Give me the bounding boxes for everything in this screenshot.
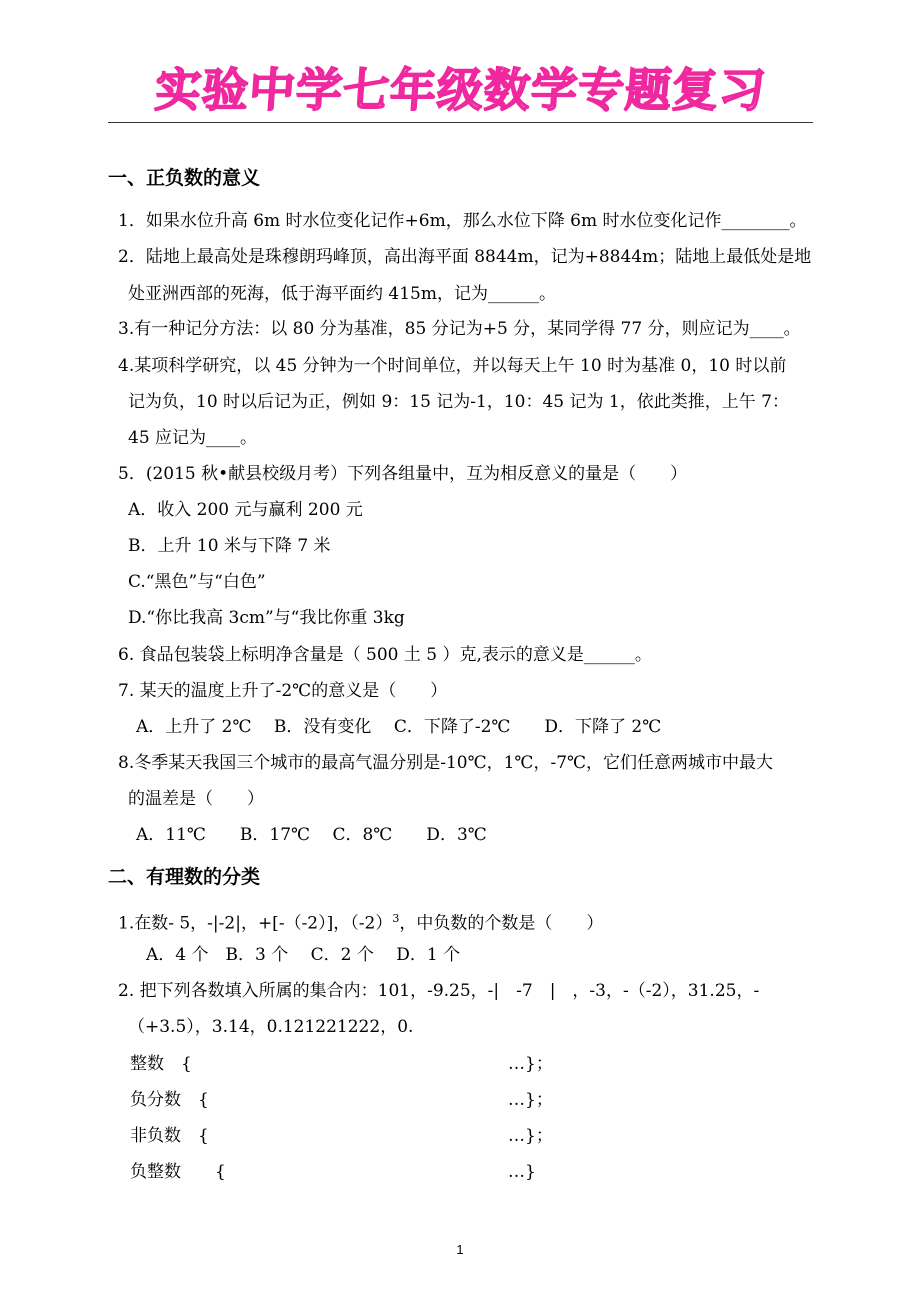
set-negative-integers-label: 负整数 { [130,1162,226,1182]
set-integers-label: 整数 { [130,1054,192,1074]
section-heading-1: 一、正负数的意义 [108,167,261,189]
question-1-5-option-b: B．上升 10 米与下降 7 米 [128,536,331,556]
set-non-negative-label: 非负数 { [130,1126,209,1146]
set-integers-end: …}； [508,1054,553,1074]
question-1-5-option-a: A．收入 200 元与赢利 200 元 [128,500,363,520]
question-1-4-line3: 45 应记为____。 [128,428,258,448]
question-1-8-options: A．11℃ B．17℃ C．8℃ D．3℃ [136,825,487,845]
title-underline [108,122,813,123]
page-number: 1 [456,1242,464,1257]
question-1-8-line1: 8.冬季某天我国三个城市的最高气温分别是-10℃，1℃，-7℃，它们任意两城市中最大 [118,753,774,773]
question-1-5-option-d: D.“你比我高 3cm”与“我比你重 3kg [128,608,405,628]
question-2-1-text: 1.在数- 5，-|-2|，+[-（-2）]，（-2） [118,913,393,934]
question-1-7: 7. 某天的温度上升了-2℃的意义是（ ） [118,681,448,701]
question-2-1-tail: ，中负数的个数是（ ） [399,913,604,934]
question-1-4-line2: 记为负，10 时以后记为正，例如 9：15 记为-1，10：45 记为 1，依此类推，上午 7： [128,392,789,412]
page-title: 实验中学七年级数学专题复习 [153,63,768,117]
question-1-5-option-c: C.“黑色”与“白色” [128,572,266,592]
question-2-1 [118,909,603,934]
question-2-1-options: A．4 个 B．3 个 C．2 个 D．1 个 [146,945,461,965]
question-1-2-line2: 处亚洲西部的死海，低于海平面约 415m，记为______。 [128,284,556,304]
set-negative-fractions-label: 负分数 { [130,1090,209,1110]
section-heading-2: 二、有理数的分类 [108,866,261,888]
question-1-8-line2: 的温差是（ ） [128,789,264,809]
question-1-1: 1．如果水位升高 6m 时水位变化记作+6m，那么水位下降 6m 时水位变化记作________。 [118,211,807,231]
question-1-3: 3.有一种记分方法：以 80 分为基准，85 分记为+5 分，某同学得 77 分，则应记为____。 [118,319,801,339]
question-1-7-options: A．上升了 2℃ B．没有变化 C．下降了-2℃ D．下降了 2℃ [136,717,662,737]
set-negative-integers-end: …} [508,1162,536,1182]
question-1-5: 5．(2015 秋•献县校级月考）下列各组量中，互为相反意义的量是（ ） [118,464,688,484]
question-2-1-exponent: 3 [392,912,400,925]
set-negative-fractions-end: …}； [508,1090,553,1110]
question-1-4-line1: 4.某项科学研究，以 45 分钟为一个时间单位，并以每天上午 10 时为基准 0，10 时以前 [118,356,787,376]
question-2-2-line1: 2. 把下列各数填入所属的集合内：101，-9.25，-| -7 | ，-3，-（-2），31.25，- [118,981,760,1001]
question-1-2-line1: 2．陆地上最高处是珠穆朗玛峰顶，高出海平面 8844m，记为+8844m；陆地上最低处是地 [118,247,812,267]
question-2-2-line2: （+3.5），3.14，0.121221222，0. [128,1017,414,1037]
set-non-negative-end: …}； [508,1126,553,1146]
question-1-6: 6. 食品包装袋上标明净含量是（ 500 土 5 ）克,表示的意义是______。 [118,645,652,665]
